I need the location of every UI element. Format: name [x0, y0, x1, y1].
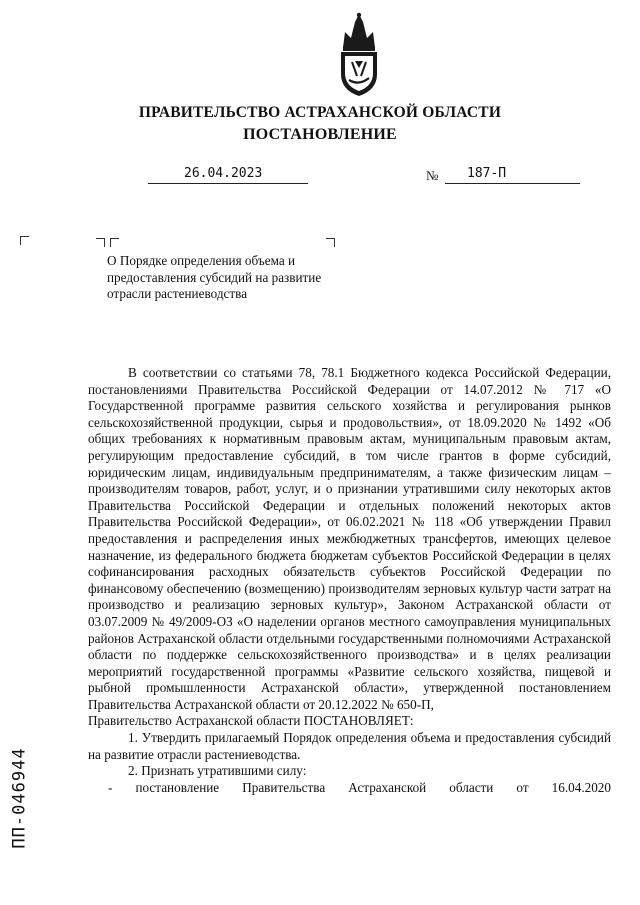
document-number: 187-П: [467, 166, 507, 181]
item-1-paragraph: 1. Утвердить прилагаемый Порядок определения объема и предоставления субсидий на развитие отрасли растениеводства.: [88, 730, 611, 762]
resolves-line: Правительство Астраханской области ПОСТАНОВЛЯЕТ:: [88, 713, 414, 729]
corner-mark-subject-right: [326, 238, 335, 247]
document-body: [88, 365, 611, 796]
document-date: 26.04.2023: [184, 166, 263, 181]
registration-stamp-text: ПП-046944: [10, 747, 30, 849]
item-2-paragraph: 2. Признать утратившими силу:: [128, 763, 307, 779]
preamble-paragraph: В соответствии со статьями 78, 78.1 Бюджетного кодекса Российской Федерации, постановлениями Правительства Российской Федерации от 14.07.2012 № 717 «О Государственной программе развития сельского хозяйства и регулирования рынков сельскохозяйственной продукции, сырья и продовольствия», от 18.09.2020 № 1492 «Об общих требованиях к нормативным правовым актам, муниципальным правовым актам, регулирующим предоставление субсидий, в том числе грантов в форме субсидий, юридическим лицам, индивидуальным предпринимателям, а также физическим лицам – производителям товаров, работ, услуг, и о признании утратившими силу некоторых актов Правительства Российской Федерации и отдельных положений некоторых актов Правительства Российской Федерации», от 06.02.2021 № 118 «Об утверждении Правил предоставления и распределения иных межбюджетных трансфертов, имеющих целевое назначение, из федерального бюджета бюджетам субъектов Российской Федерации в целях софинансирования расходных обязательств субъектов Российской Федерации по финансовому обеспечению (возмещению) производителям зерновых культур части затрат на производство и реализацию зерновых культур», Законом Астраханской области от 03.07.2009 № 49/2009-ОЗ «О наделении органов местного самоуправления муниципальных районов Астраханской области отдельными государственными полномочиями Астраханской области по поддержке сельскохозяйственного производства» и в целях реализации мероприятий государственной программы «Развитие сельского хозяйства, пищевой и рыбной промышленности Астраханской области», утвержденной постановлением Правительства Астраханской области от 20.12.2022 № 650-П,: [88, 365, 611, 712]
date-underline: [148, 183, 308, 184]
corner-mark-subject-left-b: [110, 238, 119, 247]
coat-of-arms-emblem: [333, 12, 385, 98]
corner-mark-subject-left-a: [96, 238, 105, 247]
document-subject: О Порядке определения объема и предоставления субсидий на развитие отрасли растениеводства: [107, 253, 322, 301]
number-underline: [445, 183, 580, 184]
number-sign: №: [426, 168, 439, 183]
registration-stamp: [8, 738, 32, 858]
item-2-dash-1: - постановление Правительства Астраханской области от 16.04.2020: [108, 779, 611, 795]
corner-mark-left: [20, 236, 29, 245]
document-type-title: ПОСТАНОВЛЕНИЕ: [243, 126, 397, 143]
organization-title: ПРАВИТЕЛЬСТВО АСТРАХАНСКОЙ ОБЛАСТИ: [138, 104, 502, 121]
